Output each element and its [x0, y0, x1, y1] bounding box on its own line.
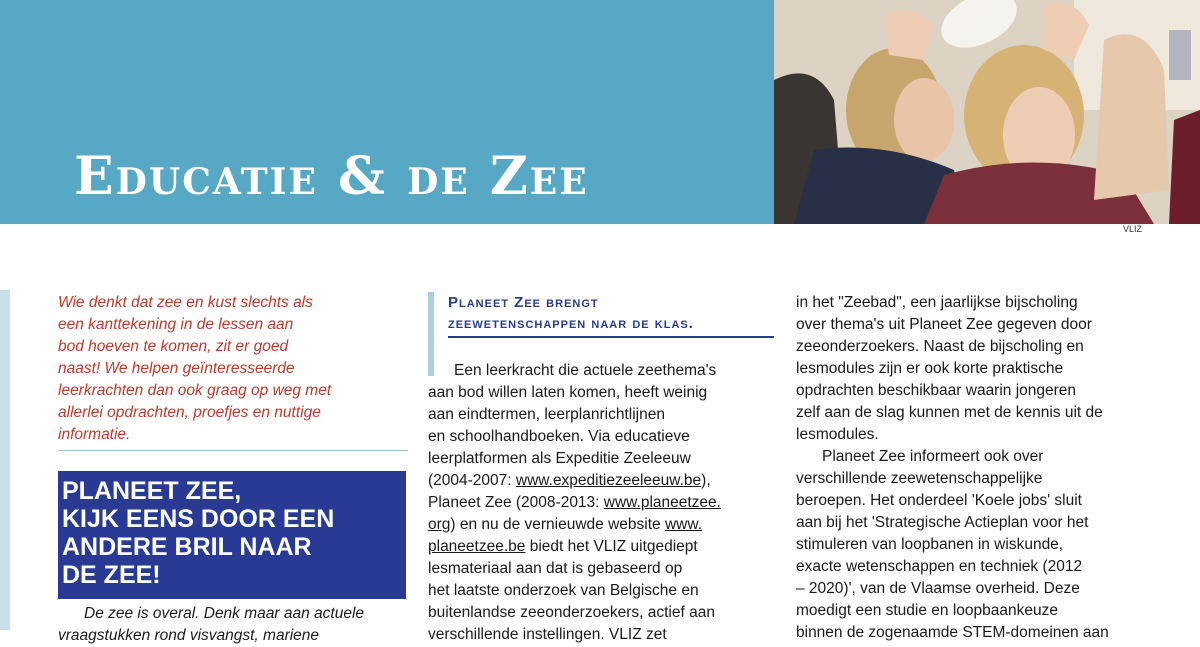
heading-underline — [448, 336, 774, 338]
body-line-text: Planeet Zee (2008-2013: — [428, 494, 604, 511]
body-line: verschillende instellingen. VLIZ zet — [428, 626, 667, 643]
heading-accent-bar — [428, 292, 434, 376]
middle-body-paragraph — [428, 360, 776, 646]
body-line: moedigt een studie en loopbaankeuze — [796, 602, 1058, 619]
body-line: aan bod willen laten komen, heeft weinig — [428, 384, 708, 401]
intro-line: allerlei opdrachten, proefjes en nuttige — [58, 404, 321, 421]
body-line: stimuleren van loopbanen in wiskunde, — [796, 536, 1064, 553]
body-line — [428, 536, 776, 558]
article-heading — [428, 292, 776, 338]
heading-line: Planeet Zee brengt — [448, 294, 599, 311]
middle-column — [428, 292, 776, 646]
left-body-paragraph — [58, 603, 408, 647]
body-line-text: ) en nu de vernieuwde website — [450, 516, 665, 533]
expeditiezeeleeuw-link[interactable]: www.expeditiezeeleeuw.be — [515, 472, 702, 489]
body-line: lesmodules zijn er ook korte praktische — [796, 360, 1064, 377]
body-line: opdrachten beschikbaar waarin jongeren — [796, 382, 1077, 399]
body-line: in het "Zeebad", een jaarlijkse bijscholing — [796, 294, 1078, 311]
box-heading-line: PLANEET ZEE, — [62, 477, 242, 505]
intro-line: leerkrachten dan ook graag op weg met — [58, 382, 332, 399]
body-line: binnen de zogenaamde STEM-domeinen aan — [796, 624, 1109, 641]
intro-line: naast! We helpen geïnteresseerde — [58, 360, 295, 377]
body-line: het laatste onderzoek van Belgische en — [428, 582, 699, 599]
body-line: verschillende zeewetenschappelijke — [796, 470, 1043, 487]
body-line: Planeet Zee informeert ook over — [822, 448, 1044, 465]
photo-credit: VLIZ — [1122, 224, 1142, 234]
students-photo — [774, 0, 1200, 224]
body-line — [428, 492, 776, 514]
body-line: exacte wetenschappen en techniek (2012 — [796, 558, 1083, 575]
body-line — [428, 470, 776, 492]
body-line: beroepen. Het onderdeel 'Koele jobs' sluit — [796, 492, 1082, 509]
intro-line: een kanttekening in de lessen aan — [58, 316, 294, 333]
intro-line: informatie. — [58, 426, 131, 443]
body-line — [428, 514, 776, 536]
body-line: lesmodules. — [796, 426, 879, 443]
title-banner — [0, 0, 774, 224]
body-line: buitenlandse zeeonderzoekers, actief aan — [428, 604, 715, 621]
side-accent-strip — [0, 290, 10, 630]
heading-line: zeewetenschappen naar de klas. — [448, 315, 694, 332]
body-line: Een leerkracht die actuele zeethema's — [454, 362, 717, 379]
body-line: – 2020)', van de Vlaamse overheid. Deze — [796, 580, 1080, 597]
planeetzee-org-link[interactable]: org — [428, 516, 451, 533]
body-line: zelf aan de slag kunnen met de kennis uit de — [796, 404, 1103, 421]
intro-paragraph — [58, 292, 408, 446]
body-line: zeeonderzoekers. Naast de bijscholing en — [796, 338, 1084, 355]
planeetzee-org-link[interactable]: www.planeetzee. — [603, 494, 721, 511]
body-line-text: biedt het VLIZ uitgediept — [525, 538, 698, 555]
planeetzee-be-link[interactable]: planeetzee.be — [428, 538, 526, 555]
right-body-paragraph — [796, 292, 1146, 644]
body-line: vraagstukken rond visvangst, mariene — [58, 627, 320, 644]
intro-line: bod hoeven te komen, zit er goed — [58, 338, 289, 355]
section-heading-box — [58, 471, 406, 599]
planeetzee-be-link[interactable]: www. — [664, 516, 703, 533]
right-column — [796, 292, 1146, 644]
students-illustration — [774, 0, 1200, 224]
body-line: aan eindtermen, leerplanrichtlijnen — [428, 406, 665, 423]
body-line: en schoolhandboeken. Via educatieve — [428, 428, 690, 445]
body-line: over thema's uit Planeet Zee gegeven door — [796, 316, 1092, 333]
body-line: De zee is overal. Denk maar aan actuele — [84, 605, 365, 622]
intro-line: Wie denkt dat zee en kust slechts als — [58, 294, 313, 311]
box-heading-line: KIJK EENS DOOR EEN — [62, 505, 335, 533]
body-line: aan bij het 'Strategische Actieplan voor het — [796, 514, 1089, 531]
box-heading-line: ANDERE BRIL NAAR — [62, 533, 312, 561]
box-heading-line: DE ZEE! — [62, 561, 161, 589]
left-column — [58, 292, 408, 647]
body-line: leerplatformen als Expeditie Zeeleeuw — [428, 450, 691, 467]
intro-divider — [58, 450, 408, 451]
body-line-text: (2004-2007: — [428, 472, 516, 489]
body-line: lesmateriaal aan dat is gebaseerd op — [428, 560, 683, 577]
body-line-text: ), — [701, 472, 711, 489]
page-title: Educatie & de Zee — [74, 146, 589, 207]
